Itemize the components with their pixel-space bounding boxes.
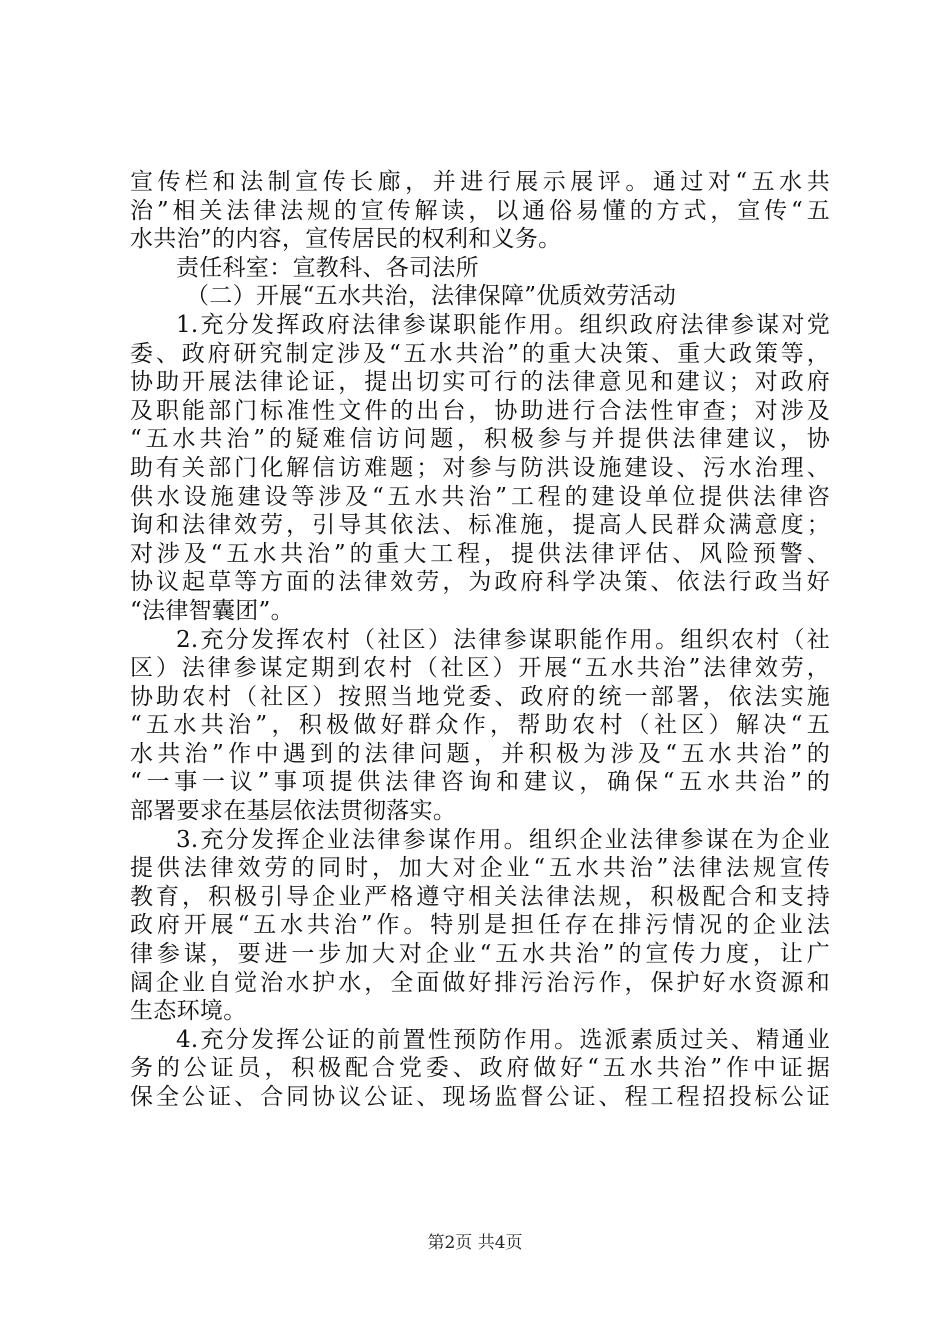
section-heading: （二）开展“五水共治，法律保障”优质效劳活动 (186, 283, 677, 310)
text-line: 水共治”作中遇到的法律问题，并积极为涉及“五水共治”的 (130, 740, 830, 767)
text-line: 1.充分发挥政府法律参谋职能作用。组织政府法律参谋对党 (176, 311, 830, 338)
text-line: 委、政府研究制定涉及“五水共治”的重大决策、重大政策等， (130, 340, 830, 367)
text-line: 提供法律效劳的同时，加大对企业“五水共治”法律法规宣传 (130, 855, 830, 882)
text-line: 区）法律参谋定期到农村（社区）开展“五水共治”法律效劳， (130, 655, 830, 682)
text-line: 3.充分发挥企业法律参谋作用。组织企业法律参谋在为企业 (176, 826, 830, 853)
text-line: 对涉及“五水共治”的重大工程，提供法律评估、风险预警、 (130, 540, 830, 567)
text-line: 宣传栏和法制宣传长廊，并进行展示展评。通过对“五水共 (130, 169, 830, 195)
text-line: “法律智囊团”。 (130, 597, 294, 624)
text-line: 水共治”的内容，宣传居民的权利和义务。 (130, 226, 562, 253)
text-line: 律参谋，要进一步加大对企业“五水共治”的宣传力度，让广 (130, 941, 830, 968)
text-line: 询和法律效劳，引导其依法、标准施，提高人民群众满意度； (130, 512, 830, 539)
text-line: 协助农村（社区）按照当地党委、政府的统一部署，依法实施 (130, 683, 830, 710)
page-number-footer: 第2页 共4页 (427, 1233, 523, 1253)
text-line: 阔企业自觉治水护水，全面做好排污治污作，保护好水资源和 (130, 969, 830, 996)
text-line: 4.充分发挥公证的前置性预防作用。选派素质过关、精通业 (176, 1026, 830, 1053)
responsible-office-line: 责任科室：宣教科、各司法所 (176, 254, 479, 281)
text-line: 协议起草等方面的法律效劳，为政府科学决策、依法行政当好 (130, 569, 830, 596)
text-line: 务的公证员，积极配合党委、政府做好“五水共治”作中证据 (130, 1055, 830, 1082)
document-body (130, 168, 830, 1112)
text-line: 助有关部门化解信访难题；对参与防洪设施建设、污水治理、 (130, 454, 830, 481)
text-line: “五水共治”，积极做好群众作，帮助农村（社区）解决“五 (130, 712, 830, 739)
text-line: “五水共治”的疑难信访问题，积极参与并提供法律建议，协 (130, 426, 830, 453)
text-line: 生态环境。 (130, 998, 247, 1025)
text-line: 供水设施建设等涉及“五水共治”工程的建设单位提供法律咨 (130, 483, 830, 510)
text-line: “一事一议”事项提供法律咨询和建议，确保“五水共治”的 (130, 769, 830, 796)
text-line: 教育，积极引导企业严格遵守相关法律法规，积极配合和支持 (130, 883, 830, 910)
text-line: 2.充分发挥农村（社区）法律参谋职能作用。组织农村（社 (176, 626, 830, 653)
text-line: 及职能部门标准性文件的出台，协助进行合法性审查；对涉及 (130, 397, 830, 424)
text-line: 政府开展“五水共治”作。特别是担任存在排污情况的企业法 (130, 912, 830, 939)
text-line: 部署要求在基层依法贯彻落实。 (130, 798, 457, 825)
text-line: 协助开展法律论证，提出切实可行的法律意见和建议；对政府 (130, 369, 830, 396)
text-line: 保全公证、合同协议公证、现场监督公证、程工程招投标公证 (130, 1084, 830, 1110)
text-line: 治”相关法律法规的宣传解读，以通俗易懂的方式，宣传“五 (130, 197, 830, 224)
